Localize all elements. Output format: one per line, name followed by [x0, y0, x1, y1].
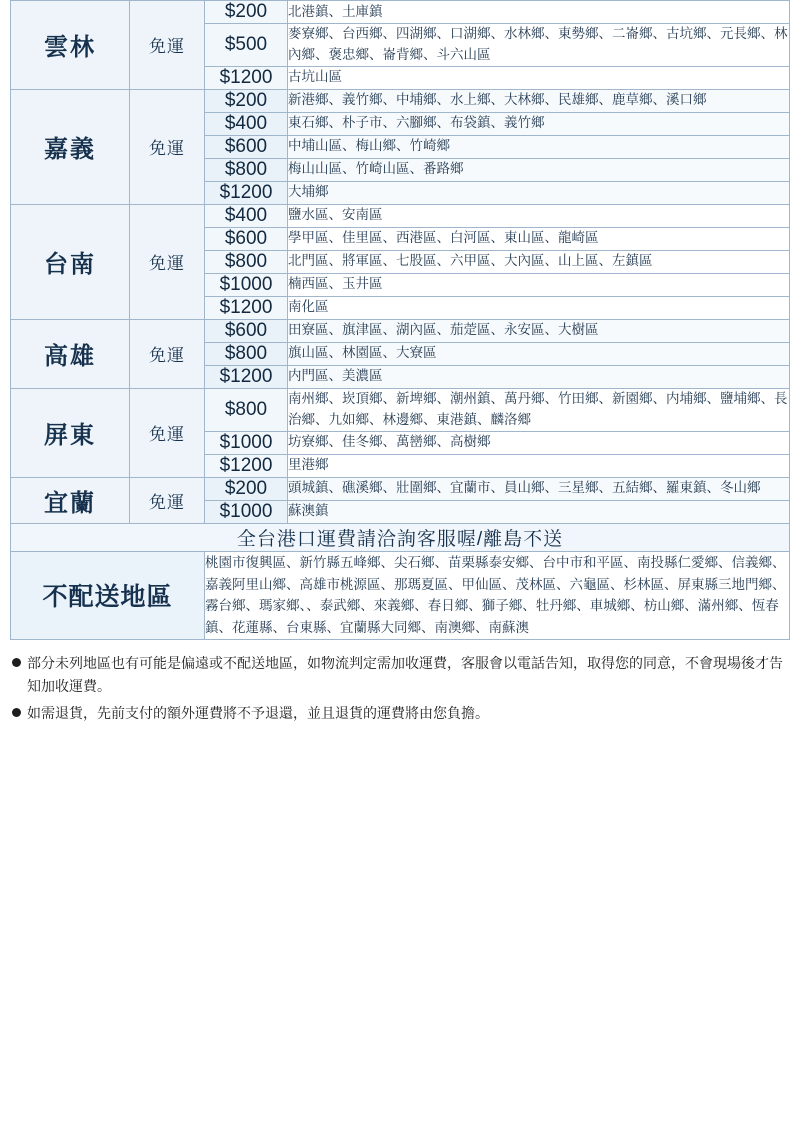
table-body — [11, 1, 790, 640]
table-row — [11, 1, 790, 24]
fee-areas: 内門區、美濃區 — [288, 365, 790, 388]
fee-areas: 南州鄉、崁頂鄉、新埤鄉、潮州鎮、萬丹鄉、竹田鄉、新園鄉、内埔鄉、鹽埔鄉、長治鄉、九如鄉、林邊鄉、東港鎮、麟洛鄉 — [288, 388, 790, 431]
table-row — [11, 477, 790, 500]
fee-areas: 楠西區、玉井區 — [288, 273, 790, 296]
note-text: 部分未列地區也有可能是偏遠或不配送地區，如物流判定需加收運費，客服會以電話告知，取得您的同意，不會現場後才告知加收運費。 — [27, 655, 783, 695]
fee-areas: 麥寮鄉、台西鄉、四湖鄉、口湖鄉、水林鄉、東勢鄉、二崙鄉、古坑鄉、元長鄉、林內鄉、褒忠鄉、崙背鄉、斗六山區 — [288, 24, 790, 67]
fee-price: $1200 — [205, 454, 288, 477]
no-delivery-areas: 桃園市復興區、新竹縣五峰鄉、尖石鄉、苗栗縣泰安鄉、台中市和平區、南投縣仁愛鄉、信義鄉、嘉義阿里山鄉、高雄市桃源區、那瑪夏區、甲仙區、茂林區、六龜區、杉林區、屏東縣三地門鄉、霧台鄉、瑪家鄉、、泰武鄉、來義鄉、春日鄉、獅子鄉、牡丹鄉、車城鄉、枋山鄉、滿州鄉、恆春鎮、花蓮縣、台東縣、宜蘭縣大同鄉、南澳鄉、南蘇澳 — [205, 551, 790, 639]
fee-areas: 北港鎮、土庫鎮 — [288, 1, 790, 24]
fee-price: $500 — [205, 24, 288, 67]
fee-price: $800 — [205, 342, 288, 365]
table-row — [11, 388, 790, 431]
region-shipping: 免運 — [130, 319, 205, 388]
table-row — [11, 204, 790, 227]
region-shipping: 免運 — [130, 388, 205, 477]
fee-areas: 東石鄉、朴子市、六腳鄉、布袋鎮、義竹鄉 — [288, 112, 790, 135]
region-name: 台南 — [11, 204, 130, 319]
list-item — [10, 702, 790, 725]
fee-price: $1000 — [205, 273, 288, 296]
fee-price: $200 — [205, 477, 288, 500]
fee-areas: 梅山山區、竹崎山區、番路鄉 — [288, 158, 790, 181]
fee-price: $1000 — [205, 500, 288, 523]
fee-price: $400 — [205, 204, 288, 227]
shipping-fee-table — [10, 0, 790, 640]
fee-areas: 北門區、將軍區、七股區、六甲區、大內區、山上區、左鎮區 — [288, 250, 790, 273]
region-name: 嘉義 — [11, 89, 130, 204]
list-item — [10, 652, 790, 698]
port-note-row — [11, 523, 790, 551]
region-name: 高雄 — [11, 319, 130, 388]
fee-areas: 旗山區、林園區、大寮區 — [288, 342, 790, 365]
fee-price: $400 — [205, 112, 288, 135]
table-row — [11, 89, 790, 112]
region-shipping: 免運 — [130, 89, 205, 204]
fee-areas: 鹽水區、安南區 — [288, 204, 790, 227]
no-delivery-label: 不配送地區 — [11, 551, 205, 639]
fee-areas: 新港鄉、義竹鄉、中埔鄉、水上鄉、大林鄉、民雄鄉、鹿草鄉、溪口鄉 — [288, 89, 790, 112]
fee-areas: 蘇澳鎮 — [288, 500, 790, 523]
fee-areas: 頭城鎮、礁溪鄉、壯圍鄉、宜蘭市、員山鄉、三星鄉、五結鄉、羅東鎮、冬山鄉 — [288, 477, 790, 500]
fee-areas: 坊寮鄉、佳冬鄉、萬巒鄉、高樹鄉 — [288, 431, 790, 454]
port-note: 全台港口運費請洽詢客服喔/離島不送 — [11, 523, 790, 551]
fee-price: $200 — [205, 89, 288, 112]
region-shipping: 免運 — [130, 204, 205, 319]
fee-areas: 田寮區、旗津區、湖內區、茄萣區、永安區、大樹區 — [288, 319, 790, 342]
bullet-dot-icon — [12, 708, 21, 717]
bullet-dot-icon — [12, 658, 21, 667]
fee-price: $800 — [205, 388, 288, 431]
table-row — [11, 319, 790, 342]
note-text: 如需退貨，先前支付的額外運費將不予退還，並且退貨的運費將由您負擔。 — [27, 705, 489, 722]
fee-areas: 古坑山區 — [288, 66, 790, 89]
fee-areas: 中埔山區、梅山鄉、竹崎鄉 — [288, 135, 790, 158]
fee-price: $600 — [205, 135, 288, 158]
fee-price: $800 — [205, 158, 288, 181]
fee-price: $1200 — [205, 365, 288, 388]
fee-price: $1000 — [205, 431, 288, 454]
fee-price: $600 — [205, 227, 288, 250]
region-shipping: 免運 — [130, 477, 205, 523]
fee-areas: 南化區 — [288, 296, 790, 319]
fee-price: $800 — [205, 250, 288, 273]
fee-price: $1200 — [205, 296, 288, 319]
footer-notes — [10, 652, 790, 725]
region-name: 宜蘭 — [11, 477, 130, 523]
fee-areas: 里港鄉 — [288, 454, 790, 477]
no-delivery-row — [11, 551, 790, 639]
fee-price: $1200 — [205, 181, 288, 204]
region-name: 屏東 — [11, 388, 130, 477]
region-name: 雲林 — [11, 1, 130, 90]
region-shipping: 免運 — [130, 1, 205, 90]
fee-price: $200 — [205, 1, 288, 24]
fee-areas: 大埔鄉 — [288, 181, 790, 204]
fee-price: $600 — [205, 319, 288, 342]
fee-price: $1200 — [205, 66, 288, 89]
fee-areas: 學甲區、佳里區、西港區、白河區、東山區、龍崎區 — [288, 227, 790, 250]
